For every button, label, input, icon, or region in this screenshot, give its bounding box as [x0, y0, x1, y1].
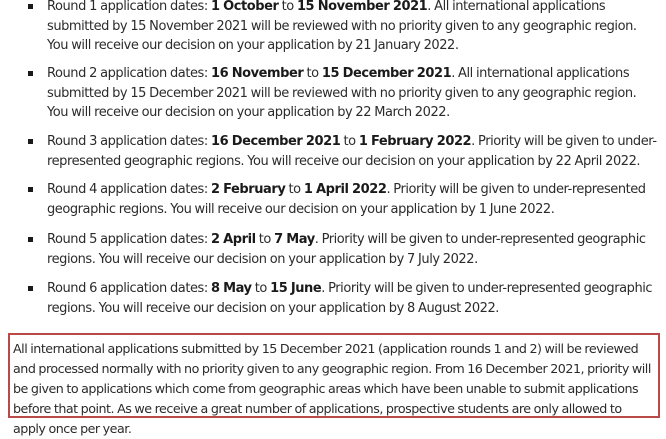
round-6-text [47, 279, 657, 318]
round-description: . Priority will be given to under-represented geographic regions. You will receive our decision on your application by 1 June 2022. [47, 182, 646, 217]
round-2-text [47, 64, 657, 123]
round-start-date: 1 October [210, 0, 279, 14]
priority-notice-text: All international applications submitted by 15 December 2021 (application rounds 1 and 2) will be reviewed and processed normally with no priority given to any geographic region. From 16 December 2021, priority will be given to applications which come from geographic areas which have been unable to submit applications before that point. As we receive a great number of applications, prospective students are only allowed to apply once per year. [13, 341, 651, 436]
round-description: . All international applications submitted by 15 December 2021 will be reviewed with no priority given to any geographic region. You will receive our decision on your application by 22 March 2022. [47, 66, 637, 120]
round-end-date: 15 June [270, 281, 322, 296]
round-to: to [255, 232, 275, 247]
round-end-date: 15 November 2021 [296, 0, 428, 14]
round-start-date: 16 December 2021 [210, 134, 341, 149]
bullet-icon [28, 4, 33, 9]
round-end-date: 1 February 2022 [358, 134, 472, 149]
bullet-icon [28, 187, 33, 192]
round-to: to [278, 0, 297, 14]
round-label: Round 1 application dates: [47, 0, 211, 14]
round-label: Round 5 application dates: [47, 232, 211, 247]
round-label: Round 2 application dates: [47, 66, 211, 81]
round-description: . Priority will be given to under-represented geographic regions. You will receive our decision on your application by 8 August 2022. [47, 281, 653, 316]
bullet-icon [28, 286, 33, 291]
round-end-date: 1 April 2022 [303, 182, 387, 197]
round-4-text [47, 180, 657, 219]
round-3-text [47, 132, 657, 171]
round-label: Round 3 application dates: [47, 134, 211, 149]
round-start-date: 2 February [210, 182, 286, 197]
priority-notice-box [8, 333, 660, 436]
round-to: to [340, 134, 359, 149]
round-description: . Priority will be given to under-represented geographic regions. You will receive our decision on your application by 7 July 2022. [47, 232, 646, 267]
round-label: Round 4 application dates: [47, 182, 211, 197]
round-start-date: 16 November [210, 66, 304, 81]
round-to: to [285, 182, 304, 197]
round-to: to [303, 66, 322, 81]
round-end-date: 15 December 2021 [321, 66, 452, 81]
bullet-icon [28, 237, 33, 242]
round-end-date: 7 May [274, 232, 315, 247]
round-description: . Priority will be given to under-represented geographic regions. You will receive our decision on your application by 22 April 2022. [47, 134, 657, 169]
bullet-icon [28, 139, 33, 144]
round-start-date: 2 April [210, 232, 256, 247]
round-start-date: 8 May [210, 281, 252, 296]
round-1-text [47, 0, 657, 56]
bullet-icon [28, 71, 33, 76]
round-to: to [251, 281, 271, 296]
round-description: . All international applications submitted by 15 November 2021 will be reviewed with no priority given to any geographic region. You will receive our decision on your application by 21 January 2022. [47, 0, 637, 53]
round-label: Round 6 application dates: [47, 281, 211, 296]
round-5-text [47, 230, 657, 269]
